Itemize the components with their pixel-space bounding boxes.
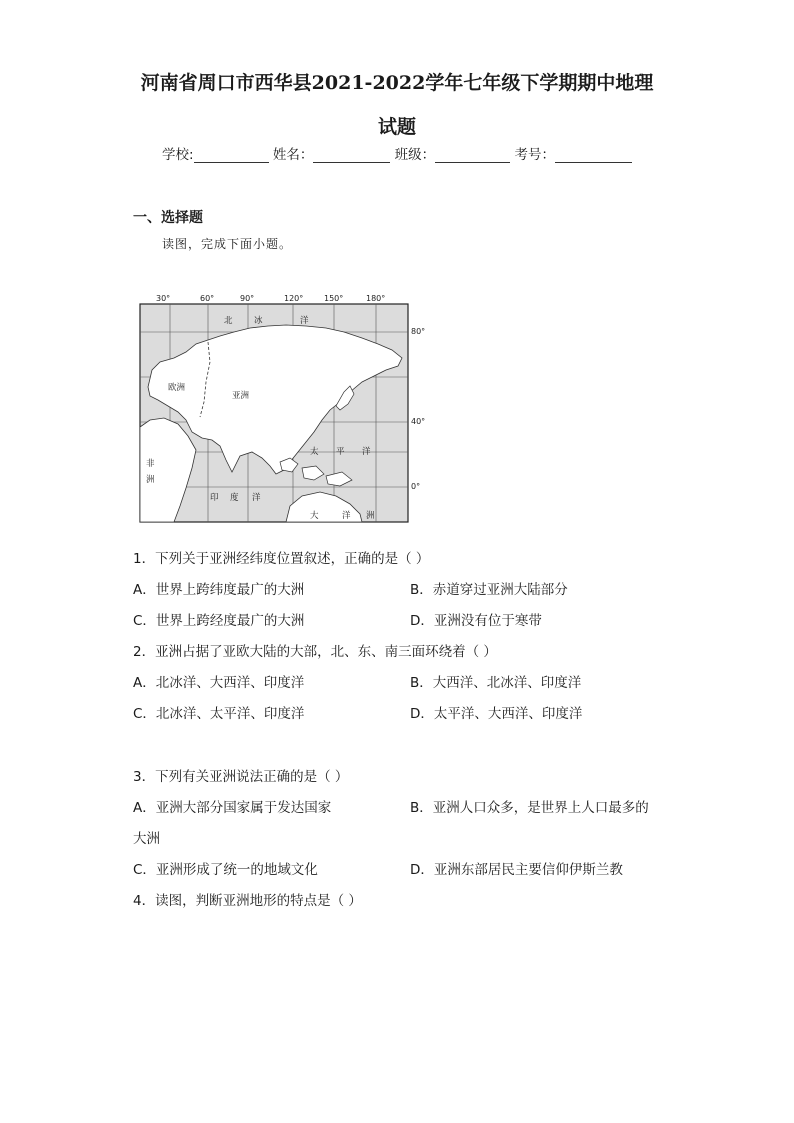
school-blank[interactable]: [194, 148, 269, 163]
question-3-option-c[interactable]: C．亚洲形成了统一的地域文化: [133, 862, 318, 878]
school-label: 学校:: [162, 147, 194, 163]
indian-ocean-label: 度: [230, 493, 239, 503]
question-2-option-d[interactable]: D．太平洋、大西洋、印度洋: [410, 706, 583, 722]
longitude-label: 60°: [200, 294, 215, 303]
name-blank[interactable]: [313, 148, 390, 163]
longitude-label: 120°: [284, 294, 304, 303]
question-1-option-a[interactable]: A．世界上跨纬度最广的大洲: [133, 582, 305, 598]
question-1-option-d[interactable]: D．亚洲没有位于寒带: [410, 613, 542, 629]
class-blank[interactable]: [435, 148, 510, 163]
arctic-ocean-label: 北: [224, 316, 233, 326]
latitude-label: 0°: [411, 482, 421, 491]
africa-label: 洲: [146, 475, 155, 485]
question-3-stem: 3．下列有关亚洲说法正确的是（ ）: [133, 769, 349, 785]
question-1-option-c[interactable]: C．世界上跨经度最广的大洲: [133, 613, 305, 629]
question-3-option-b[interactable]: B．亚洲人口众多，是世界上人口最多的: [410, 800, 649, 816]
question-2-option-a[interactable]: A．北冰洋、大西洋、印度洋: [133, 675, 305, 691]
question-3-option-d[interactable]: D．亚洲东部居民主要信仰伊斯兰教: [410, 862, 623, 878]
intro-text: 读图，完成下面小题。: [162, 237, 293, 251]
arctic-ocean-label: 洋: [300, 316, 309, 326]
longitude-label: 30°: [156, 294, 171, 303]
student-info-row: [0, 143, 794, 163]
oceania-label: 洋: [342, 511, 351, 521]
longitude-label: 90°: [240, 294, 255, 303]
question-2-option-c[interactable]: C．北冰洋、太平洋、印度洋: [133, 706, 305, 722]
question-2-stem: 2．亚洲占据了亚欧大陆的大部，北、东、南三面环绕着（ ）: [133, 644, 497, 660]
page-title: 河南省周口市西华县2021-2022学年七年级下学期期中地理: [140, 72, 654, 94]
latitude-label: 40°: [411, 417, 426, 426]
asia-label: 亚洲: [232, 391, 250, 401]
indian-ocean-label: 印: [210, 493, 219, 503]
question-1-option-b[interactable]: B．赤道穿过亚洲大陆部分: [410, 582, 568, 598]
question-3-option-a[interactable]: A．亚洲大部分国家属于发达国家: [133, 800, 332, 816]
latitude-label: 80°: [411, 327, 426, 336]
asia-map: [130, 292, 430, 527]
question-4-stem: 4．读图，判断亚洲地形的特点是（ ）: [133, 893, 362, 909]
longitude-label: 180°: [366, 294, 386, 303]
pacific-ocean-label: 太: [310, 447, 319, 457]
longitude-label: 150°: [324, 294, 344, 303]
exam-number-blank[interactable]: [555, 148, 632, 163]
pacific-ocean-label: 洋: [362, 447, 371, 457]
page-title-continuation: 试题: [377, 116, 416, 138]
question-3-option-b-continuation: 大洲: [133, 831, 160, 847]
pacific-ocean-label: 平: [336, 447, 345, 457]
question-2-option-b[interactable]: B．大西洋、北冰洋、印度洋: [410, 675, 582, 691]
indian-ocean-label: 洋: [252, 493, 261, 503]
oceania-label: 大: [310, 511, 319, 521]
class-label: 班级：: [394, 147, 436, 163]
question-1-stem: 1．下列关于亚洲经纬度位置叙述，正确的是（ ）: [133, 551, 430, 567]
oceania-label: 洲: [366, 511, 375, 521]
exam-number-label: 考号：: [514, 147, 555, 163]
europe-label: 欧洲: [168, 383, 186, 393]
name-label: 姓名：: [272, 147, 314, 163]
africa-label: 非: [146, 459, 155, 469]
arctic-ocean-label: 冰: [254, 316, 263, 326]
section-title: 一、选择题: [133, 210, 203, 226]
